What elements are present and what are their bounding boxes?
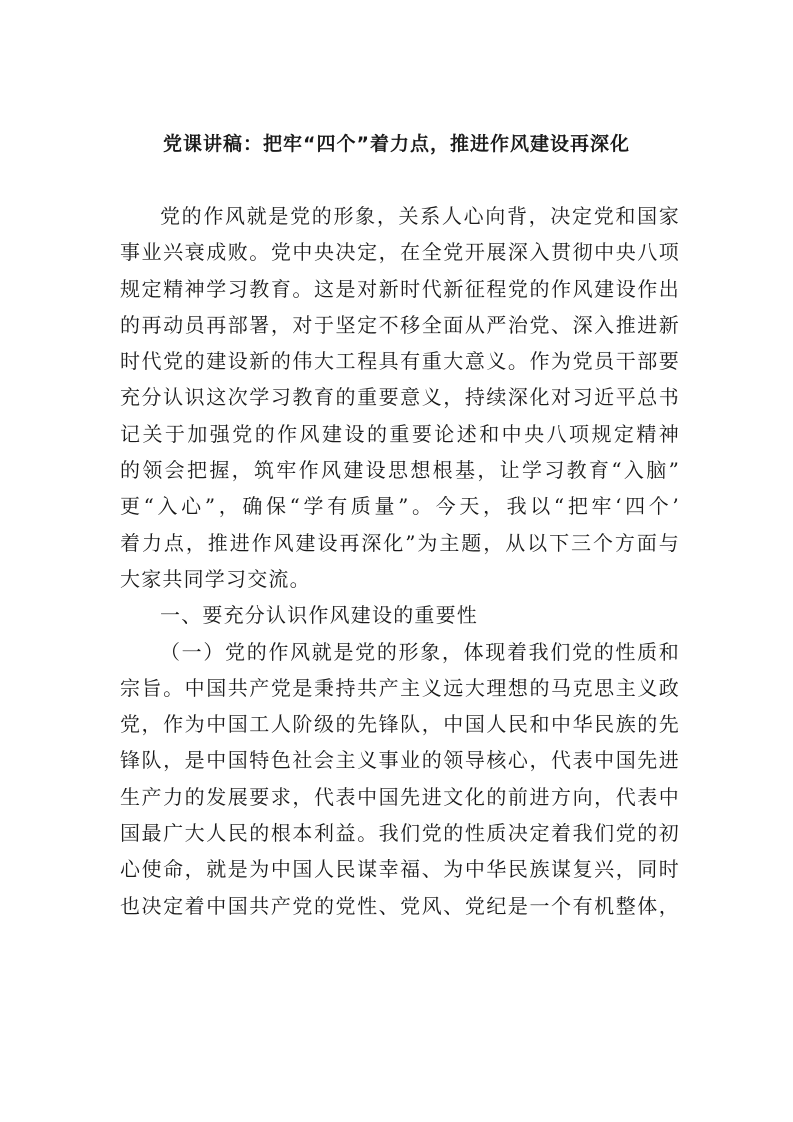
paragraph-line: 事业兴衰成败。党中央决定，在全党开展深入贯彻中央八项 (120, 240, 680, 265)
paragraph-line: （一）党的作风就是党的形象，体现着我们党的性质和 (160, 639, 680, 664)
paragraph-line: 宗旨。中国共产党是秉持共产主义远大理想的马克思主义政 (120, 675, 680, 700)
paragraph-line: 的领会把握，筑牢作风建设思想根基，让学习教育“入脑” (120, 458, 680, 483)
paragraph-line: 锋队，是中国特色社会主义事业的领导核心，代表中国先进 (120, 748, 680, 773)
paragraph-line: 心使命，就是为中国人民谋幸福、为中华民族谋复兴，同时 (120, 857, 680, 882)
paragraph-line: 的再动员再部署，对于坚定不移全面从严治党、深入推进新 (120, 312, 680, 337)
paragraph-line: 时代党的建设新的伟大工程具有重大意义。作为党员干部要 (120, 349, 680, 374)
paragraph-line: 着力点，推进作风建设再深化”为主题，从以下三个方面与 (120, 530, 680, 555)
paragraph-line: 规定精神学习教育。这是对新时代新征程党的作风建设作出 (120, 276, 680, 301)
document-title: 党课讲稿：把牢“四个”着力点，推进作风建设再深化 (163, 133, 630, 155)
paragraph-line: 更“入心”，确保“学有质量”。今天，我以“把牢‘四个’ (120, 494, 680, 519)
paragraph-line: 大家共同学习交流。 (120, 566, 311, 591)
paragraph-line: 党，作为中国工人阶级的先锋队，中国人民和中华民族的先 (120, 712, 680, 737)
section-heading: 一、要充分认识作风建设的重要性 (160, 603, 478, 628)
paragraph-line: 国最广大人民的根本利益。我们党的性质决定着我们党的初 (120, 821, 680, 846)
paragraph-line: 生产力的发展要求，代表中国先进文化的前进方向，代表中 (120, 784, 680, 809)
paragraph-line: 党的作风就是党的形象，关系人心向背，决定党和国家 (160, 204, 680, 228)
paragraph-line: 充分认识这次学习教育的重要意义，持续深化对习近平总书 (120, 385, 680, 410)
paragraph-line: 也决定着中国共产党的党性、党风、党纪是一个有机整体， (120, 893, 680, 918)
document-body (120, 198, 680, 924)
paragraph-line: 记关于加强党的作风建设的重要论述和中央八项规定精神 (120, 421, 680, 446)
